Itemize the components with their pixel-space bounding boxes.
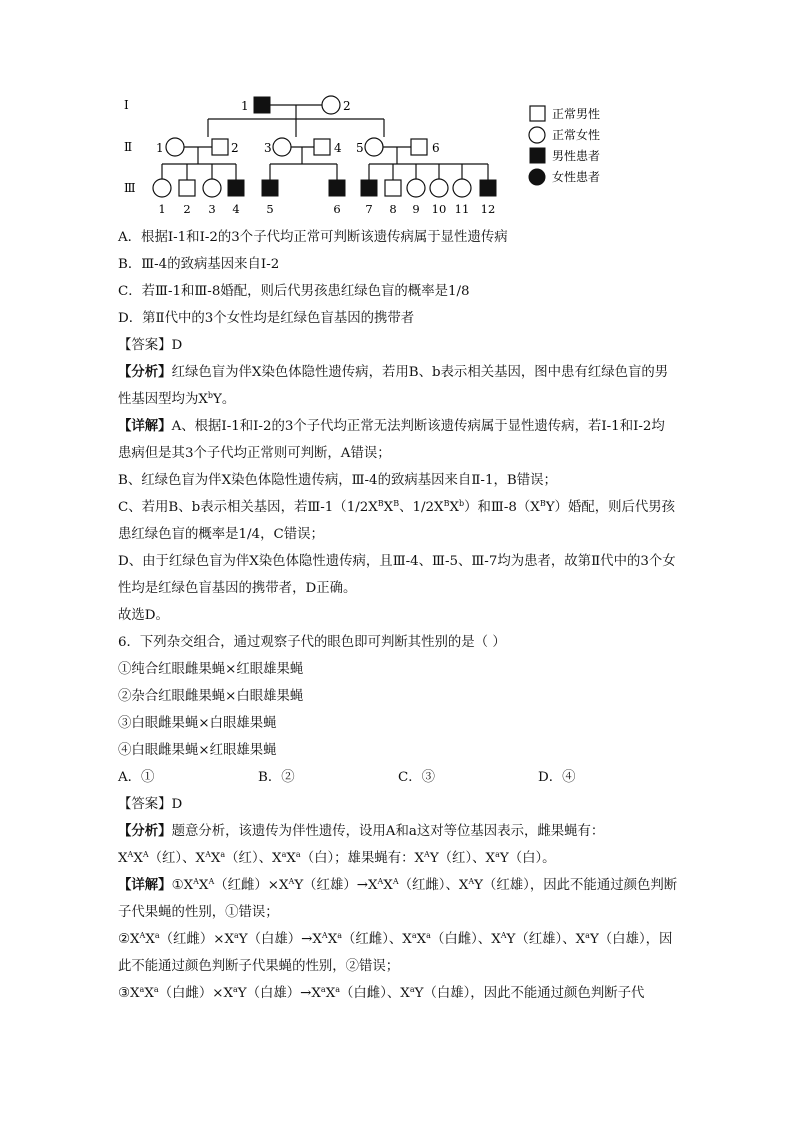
pedigree-chart [110,88,630,220]
genotype-text: X [325,986,336,1001]
genotype-text: Y（白雄）→X [237,986,321,1001]
q6-detail-1 [118,872,678,926]
allele-superscript: A [139,931,146,940]
gen3-label-7: 7 [365,202,373,216]
gen2-label-4: 4 [334,141,342,155]
gen-label-1: Ⅰ [124,98,129,112]
gen2-label-3: 3 [264,141,272,155]
gen1-label-1: 1 [241,99,249,113]
gen3-label-2: 2 [183,202,191,216]
genotype-text: （红）、X [148,851,206,866]
genotype-text: Y（白雄），因此不能通过颜色判断子代果蝇的性别，②错误； [118,932,673,974]
legend-affected-male-icon [530,148,545,163]
genotype-text: （白雌）×X [158,986,233,1001]
gen3-male-2 [179,180,195,196]
gen3-label-3: 3 [208,202,216,216]
allele-superscript: a [337,931,343,940]
question-content [118,224,678,1007]
q6-detail-2 [118,926,678,980]
gen-label-2: Ⅱ [124,140,133,154]
allele-superscript: a [220,850,226,859]
allele-superscript: A [205,850,211,859]
q6-item-2: ②杂合红眼雌果蝇×白眼雄果蝇 [118,689,304,704]
gen1-male-1 [254,97,270,113]
allele-superscript: A [193,877,199,886]
legend-affected-female-text: 女性患者 [552,170,601,184]
allele-superscript: a [153,985,159,994]
genotype-text: Y（白雄），因此不能通过颜色判断子代 [414,986,645,1001]
q6-detail-tag: 【详解】 [118,877,172,893]
genotype-text: （红雌）、X [398,878,469,893]
q6-answer: 【答案】D [118,797,183,812]
q5-detail-d: D、由于红绿色盲为伴X染色体隐性遗传病，且Ⅲ-4、Ⅲ-5、Ⅲ-7均为患者，故第Ⅱ代中的3个女性均是红绿色盲基因的携带者，D正确。 [118,554,676,596]
gen2-female-3 [273,138,291,156]
allele-superscript: a [320,985,326,994]
allele-superscript: a [411,931,417,940]
allele-superscript: a [409,985,415,994]
allele-superscript: a [585,931,590,940]
gen3-female-10 [430,179,448,197]
q5-analysis-tag: 【分析】 [118,364,172,380]
genotype-text: Y（红雄），因此不能通过颜色判断子代果蝇的性别，①错误； [118,878,678,920]
gen3-male-12 [480,180,496,196]
allele-superscript: a [295,850,301,859]
q5-analysis-sup: b [207,391,214,400]
genotype-text: X [416,932,427,947]
q5-conclusion: 故选D。 [118,608,169,623]
q6-options [118,764,678,791]
genotype-text: ②X [118,932,140,947]
gen3-label-9: 9 [412,202,420,216]
genotype-text: X [327,932,338,947]
gen3-label-1: 1 [158,202,166,216]
genotype-text: X [198,878,209,893]
genotype-text: Y（白雄）→X [238,932,322,947]
q5-analysis-text: 红绿色盲为伴X染色体隐性遗传病，若用B、b表示相关基因，图中患有红绿色盲的男性基因型均为X [118,365,669,407]
genotype-text: （红雌）、X [342,932,412,947]
gen3-label-5: 5 [266,202,274,216]
genotype-text: ③X [118,986,140,1001]
legend-normal-female-icon [529,127,545,143]
gen3-label-10: 10 [431,202,447,216]
gen3-label-4: 4 [232,202,240,216]
q5-detail-tag: 【详解】 [118,418,172,434]
legend-normal-male-text: 正常男性 [552,107,601,121]
q5-detail-a [118,413,678,467]
allele-superscript: A [392,877,399,886]
legend-affected-female-icon [529,169,545,185]
genotype-text: Y（白）。 [499,851,556,866]
q6-analysis-genotypes [118,845,678,872]
gen2-male-4 [314,139,330,155]
gen3-label-6: 6 [333,202,341,216]
gen3-label-12: 12 [480,202,496,216]
allele-superscript: A [377,877,384,886]
gen2-female-5 [365,138,383,156]
gen2-label-5: 5 [356,141,364,155]
q5-option-c: C．若Ⅲ-1和Ⅲ-8婚配，则后代男孩患红绿色盲的概率是1/8 [118,284,470,299]
genotype-text: Y（红雄）、X [506,932,586,947]
gen3-male-7 [361,180,377,196]
gen2-male-2 [212,139,228,155]
gen3-female-9 [407,179,425,197]
q6-detail-1-text [118,878,677,920]
allele-superscript: a [232,985,238,994]
allele-superscript: A [288,877,295,886]
genotype-text: X [383,878,393,893]
allele-superscript: A [142,850,149,859]
genotype-text: X [210,851,221,866]
allele-superscript: A [321,931,328,940]
genotype-text: X [145,932,155,947]
genotype-text: X [133,851,143,866]
allele-superscript: a [233,931,239,940]
q5-analysis [118,359,678,413]
q6-option-a: A．① [118,770,155,785]
gen3-label-8: 8 [389,202,397,216]
allele-superscript: a [139,985,145,994]
q6-option-d: D．④ [538,770,576,785]
q5-detail-c: C、若用B、b表示相关基因，若$Ⅲ-1(1/2X^BX^B$、$1/2X^BX^b$）和$Ⅲ-8(X^BY)$婚配，则后代男孩患红绿色盲的概率是1/4，C错误； [118,499,676,542]
legend-normal-male-icon [530,106,545,121]
legend-affected-male-text: 男性患者 [552,149,601,163]
genotype-text: Y（红）、X [429,851,496,866]
genotype-text: （白）；雄果蝇有：X [300,851,425,866]
q6-option-b: B．② [258,770,295,785]
gen2-female-1 [166,138,184,156]
q6-option-c: C．③ [398,770,436,785]
genotype-text: （白雌）、X [340,986,410,1001]
allele-superscript: a [426,931,431,940]
gen2-label-6: 6 [432,141,440,155]
q6-stem: 6．下列杂交组合，通过观察子代的眼色即可判断其性别的是（ ） [118,635,506,650]
genotype-text: X [144,986,154,1001]
q6-item-3: ③白眼雌果蝇×白眼雄果蝇 [118,716,277,731]
genotype-text: （白雌）、X [430,932,501,947]
genotype-text: （红雌）×X [214,878,289,893]
allele-superscript: a [335,985,341,994]
genotype-text: Y（红雄）→X [294,878,378,893]
q5-detail-a-text: A、根据Ⅰ-1和Ⅰ-2的3个子代均正常无法判断该遗传病属于显性遗传病，若Ⅰ-1和Ⅰ-2均患病但是其3个子代均正常则可判断，A错误； [118,419,665,461]
q6-analysis [118,818,678,845]
q5-option-b: B．Ⅲ-4的致病基因来自Ⅰ-2 [118,257,280,272]
gen3-male-8 [385,180,401,196]
q6-analysis-tag: 【分析】 [118,823,172,839]
gen3-label-11: 11 [454,202,470,216]
allele-superscript: A [208,877,215,886]
gen2-label-2: 2 [231,141,239,155]
gen3-male-4 [228,180,244,196]
q5-option-d: D．第Ⅱ代中的3个女性均是红绿色盲基因的携带者 [118,311,415,326]
gen1-female-2 [322,96,340,114]
allele-superscript: A [424,850,430,859]
gen3-female-1 [153,179,171,197]
q5-detail-b: B、红绿色盲为伴X染色体隐性遗传病，Ⅲ-4的致病基因来自Ⅱ-1，B错误； [118,473,557,488]
q6-item-4: ④白眼雌果蝇×红眼雄果蝇 [118,743,277,758]
gen3-female-11 [453,179,471,197]
legend-normal-female-text: 正常女性 [552,128,601,142]
q6-analysis-text: 题意分析，该遗传为伴性遗传，设用A和a这对等位基因表示，雌果蝇有： [171,824,605,839]
genotype-text: X [118,851,128,866]
gen-label-3: Ⅲ [124,181,136,195]
gen2-male-6 [411,139,427,155]
gen2-label-1: 1 [156,141,164,155]
allele-superscript: a [281,850,287,859]
q5-analysis-post: Y。 [213,392,236,407]
genotype-text: （红雌）×X [159,932,234,947]
gen1-label-2: 2 [343,99,351,113]
q6-detail-3 [118,980,678,1007]
allele-superscript: A [500,931,507,940]
allele-superscript: A [468,877,475,886]
genotype-text: ①X [171,878,194,893]
genotype-text: X [286,851,296,866]
genotype-text: （红）、X [225,851,282,866]
q6-item-1: ①纯合红眼雌果蝇×红眼雄果蝇 [118,662,304,677]
legend [529,106,600,185]
allele-superscript: a [495,850,500,859]
gen3-male-5 [262,180,278,196]
q5-option-a: A．根据Ⅰ-1和Ⅰ-2的3个子代均正常可判断该遗传病属于显性遗传病 [118,230,508,245]
allele-superscript: A [127,850,134,859]
gen3-male-6 [329,180,345,196]
allele-superscript: a [154,931,160,940]
q5-answer: 【答案】D [118,338,183,353]
gen3-female-3 [203,179,221,197]
